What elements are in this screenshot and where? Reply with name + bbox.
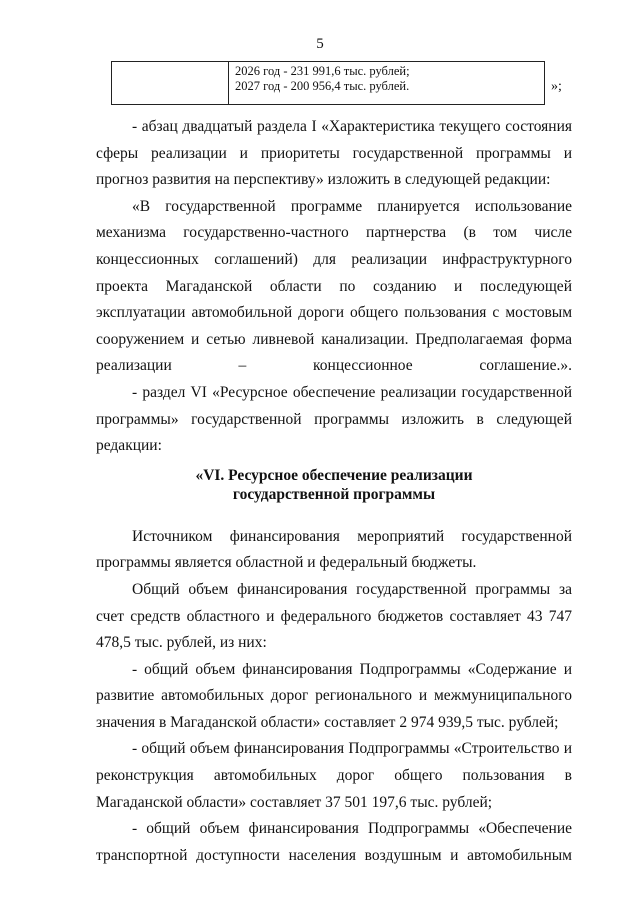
section-heading-line-2: государственной программы <box>232 485 436 503</box>
funding-line-2026: 2026 год - 231 991,6 тыс. рублей; <box>235 64 410 78</box>
table-closing-mark: »; <box>551 79 562 94</box>
section-heading <box>96 466 572 504</box>
funding-table <box>111 61 545 105</box>
section-paragraph-3: - общий объем финансирования Подпрограммы «Содержание и развитие автомобильных дорог регионального и межмуниципального значения в Магаданской области» составляет 2 974 939,5 тыс. рублей; <box>96 660 572 731</box>
table-cell-empty <box>112 62 229 105</box>
section-heading-line-1: «VI. Ресурсное обеспечение реализации <box>195 466 473 484</box>
amendment-quote-paragraph: «В государственной программе планируется использование механизма государственно-частного партнерства (в том числе концессионных соглашений) для реализации инфраструктурного проекта Магаданской области по созданию и последующей эксплуатации автомобильной дороги общего пользования с мостовым сооружением и сетью ливневой канализации. Предполагаемая форма реализации – концессионное соглашение.». <box>96 197 572 375</box>
funding-table-fragment <box>111 61 545 105</box>
section-paragraph-5: - общий объем финансирования Подпрограммы «Обеспечение транспортной доступности населения воздушным и автомобильным <box>96 820 572 864</box>
section-paragraph-1: Источником финансирования мероприятий государственной программы является областной и федеральный бюджеты. <box>96 527 572 572</box>
document-body <box>96 114 572 869</box>
page-number: 5 <box>316 36 324 52</box>
section-paragraph-2: Общий объем финансирования государственной программы за счет средств областного и федерального бюджетов составляет 43 747 478,5 тыс. рублей, из них: <box>96 580 572 652</box>
table-row <box>112 62 545 105</box>
funding-line-2027: 2027 год - 200 956,4 тыс. рублей. <box>235 79 410 93</box>
section-paragraph-4: - общий объем финансирования Подпрограммы «Строительство и реконструкция автомобильных дорог общего пользования в Магаданской области» составляет 37 501 197,6 тыс. рублей; <box>96 740 572 811</box>
amendment-paragraph-1: - абзац двадцатый раздела I «Характеристика текущего состояния сферы реализации и приоритеты государственной программы и прогноз развития на перспективу» изложить в следующей редакции: <box>96 118 572 189</box>
table-cell-funding-years <box>229 62 545 105</box>
amendment-paragraph-2: - раздел VI «Ресурсное обеспечение реализации государственной программы» государственной программы изложить в следующей редакции: <box>96 383 572 455</box>
